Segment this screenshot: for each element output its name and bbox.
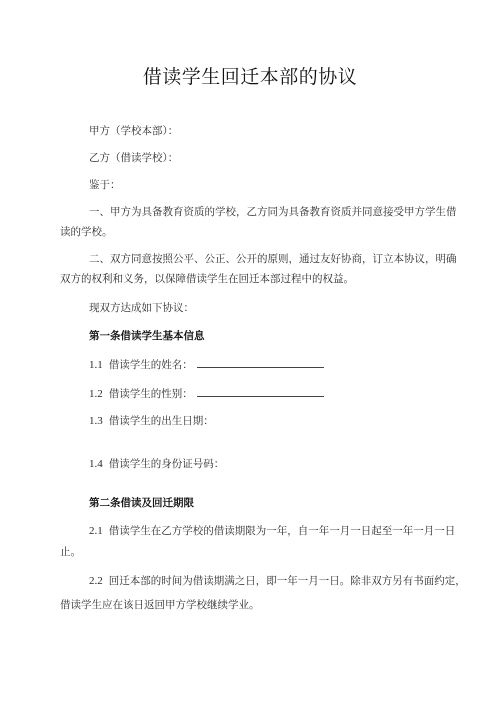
item-text: 借读学生在乙方学校的借读期限为一年，自一年一月一日起至一年一月一日	[108, 525, 456, 537]
gender-blank-field[interactable]	[197, 387, 324, 397]
article-1-item-3	[89, 414, 214, 428]
article-2-item-1-line-2: 止。	[60, 546, 81, 558]
item-number: 1.4	[89, 458, 103, 470]
whereas-line: 鉴于：	[89, 179, 121, 191]
item-text: 回迁本部的时间为借读期满之日，即一年一月一日。除非双方另有书面约定，	[108, 575, 466, 587]
item-number: 2.2	[89, 575, 103, 587]
article-1-item-4	[89, 457, 224, 471]
article-2-item-2-line-1	[89, 574, 466, 588]
item-number: 1.1	[89, 359, 103, 371]
recital-1-line-2: 读的学校。	[60, 226, 113, 238]
item-label: 借读学生的姓名：	[108, 359, 193, 371]
item-label: 借读学生的性别：	[108, 388, 193, 400]
article-2-heading: 第二条借读及回迁期限	[89, 497, 194, 509]
recital-1-line-1: 一、甲方为具备教育资质的学校，乙方同为具备教育资质并同意接受甲方学生借	[89, 206, 457, 218]
article-1-item-1	[89, 358, 324, 372]
recital-2-line-2: 双方的权利和义务，以保障借读学生在回迁本部过程中的权益。	[60, 273, 354, 285]
party-b-line: 乙方（借读学校）：	[89, 152, 179, 164]
item-number: 1.3	[89, 415, 103, 427]
name-blank-field[interactable]	[197, 358, 324, 368]
document-title: 借读学生回迁本部的协议	[142, 66, 358, 88]
article-1-item-2	[89, 387, 324, 401]
item-label: 借读学生的身份证号码：	[108, 458, 225, 470]
article-1-heading: 第一条借读学生基本信息	[89, 330, 205, 342]
article-2-item-2-line-2: 借读学生应在该日返回甲方学校继续学业。	[60, 599, 260, 611]
item-number: 1.2	[89, 388, 103, 400]
party-a-line: 甲方（学校本部）：	[89, 125, 179, 137]
article-2-item-1-line-1	[89, 524, 455, 538]
item-label: 借读学生的出生日期：	[108, 415, 214, 427]
agreement-intro: 现双方达成如下协议：	[89, 302, 194, 314]
item-number: 2.1	[89, 525, 103, 537]
recital-2-line-1: 二、双方同意按照公平、公正、公开的原则，通过友好协商，订立本协议，明确	[89, 253, 457, 265]
